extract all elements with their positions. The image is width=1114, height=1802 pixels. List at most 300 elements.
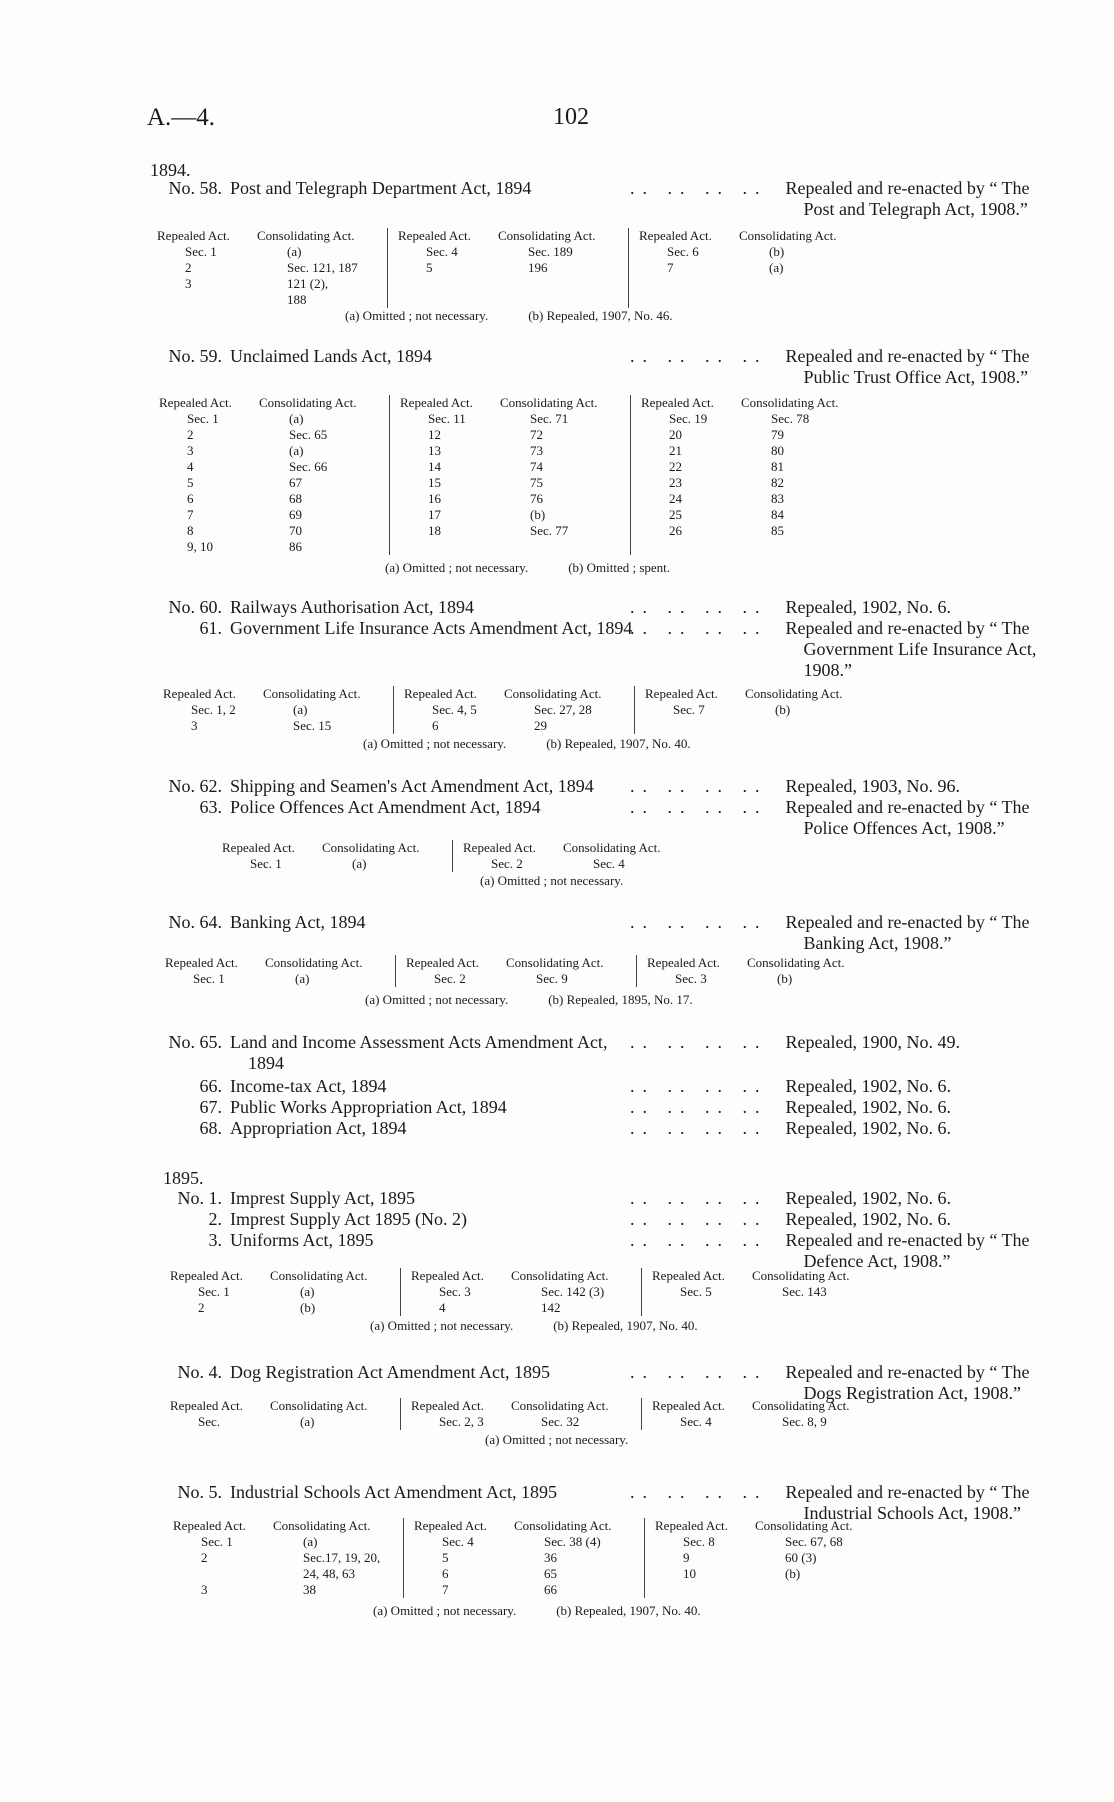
act-number: No. 4. (177, 1362, 222, 1382)
consolidating-section: Sec.17, 19, 20, (303, 1550, 381, 1565)
act-entry (150, 1118, 1030, 1139)
act-entry (150, 1209, 1030, 1230)
consolidating-section: 79 (771, 427, 784, 442)
consolidating-section: Sec. 78 (771, 411, 810, 426)
consolidating-section: 65 (544, 1566, 557, 1581)
repealed-section: Sec. 2, 3 (439, 1414, 484, 1429)
act-number: No. 59. (168, 346, 222, 366)
act-title: Imprest Supply Act 1895 (No. 2) (230, 1209, 467, 1229)
consolidating-section: 69 (289, 507, 302, 522)
act-row (150, 346, 1030, 388)
act-number: 66. (199, 1076, 222, 1096)
table-footnotes (373, 1603, 741, 1619)
leader-dots: .. .. .. .. (630, 346, 768, 366)
consolidating-section: Sec. 142 (3) (541, 1284, 605, 1299)
table-column-group (414, 1518, 645, 1598)
leader-dots: .. .. .. .. (630, 1032, 768, 1052)
repealed-act-header: Repealed Act. (170, 1268, 243, 1283)
act-row (150, 1076, 1030, 1097)
consolidating-act-column (498, 228, 618, 308)
table-footnotes (345, 308, 713, 324)
repealed-section: 6 (187, 491, 194, 506)
act-row (150, 618, 1037, 681)
consolidating-section: 82 (771, 475, 784, 490)
act-entry (150, 1230, 1030, 1272)
consolidating-section: Sec. 15 (293, 718, 332, 733)
act-title: Police Offences Act Amendment Act, 1894 (230, 797, 541, 817)
consolidating-section: Sec. 66 (289, 459, 328, 474)
repealed-act-header: Repealed Act. (641, 395, 714, 410)
repealed-act-column (647, 955, 747, 987)
table-column-group (647, 955, 877, 987)
repeal-status: Repealed and re-enacted by “ The Dogs Registration Act, 1908.” (776, 1362, 1076, 1404)
repeal-status: Repealed, 1902, No. 6. (785, 1209, 951, 1229)
footnote: (a) Omitted ; not necessary. (370, 1318, 514, 1333)
table-column-group (400, 395, 631, 555)
repealed-act-column (170, 1268, 270, 1316)
repealed-act-header: Repealed Act. (652, 1268, 725, 1283)
repealed-act-column (165, 955, 265, 987)
consolidating-section: (a) (352, 856, 367, 871)
repeal-status: Repealed, 1902, No. 6. (785, 597, 951, 617)
leader-dots: .. .. .. .. (630, 1076, 768, 1096)
footnote: (a) Omitted ; not necessary. (345, 308, 489, 323)
repealed-section: 6 (432, 718, 439, 733)
table-column-group (652, 1268, 882, 1316)
consolidating-section: Sec. 4 (593, 856, 625, 871)
repealed-section: 8 (187, 523, 194, 538)
act-number: No. 60. (168, 597, 222, 617)
repealed-act-column (652, 1398, 752, 1430)
act-number: 3. (208, 1230, 222, 1250)
section-table (163, 686, 885, 734)
repealed-section (173, 1566, 273, 1582)
consolidating-act-header: Consolidating Act. (514, 1518, 612, 1533)
consolidating-act-header: Consolidating Act. (752, 1398, 850, 1413)
repeal-status-continued: Post and Telegraph Act, 1908.” (803, 199, 1028, 219)
repealed-section (157, 292, 257, 308)
leader-dots: .. .. .. .. (630, 1118, 768, 1138)
act-number: No. 65. (168, 1032, 222, 1052)
repeal-status: Repealed, 1902, No. 6. (785, 1097, 951, 1117)
act-entry (150, 776, 1030, 797)
section-table (159, 395, 881, 555)
consolidating-section: 196 (528, 260, 548, 275)
repealed-act-column (404, 686, 504, 734)
leader-dots: .. .. .. .. (630, 178, 768, 198)
consolidating-section: (b) (777, 971, 793, 986)
act-title: Dog Registration Act Amendment Act, 1895 (230, 1362, 550, 1382)
consolidating-section: 72 (530, 427, 543, 442)
repealed-section: Sec. 2 (434, 971, 466, 986)
repealed-section: 3 (185, 276, 192, 291)
repealed-section: 14 (428, 459, 441, 474)
act-title: Banking Act, 1894 (230, 912, 366, 932)
repealed-section: 12 (428, 427, 441, 442)
consolidating-act-column (752, 1398, 872, 1430)
repealed-act-column (398, 228, 498, 308)
repealed-act-column (400, 395, 500, 555)
consolidating-act-column (263, 686, 383, 734)
repealed-act-header: Repealed Act. (406, 955, 479, 970)
consolidating-section: (a) (289, 411, 304, 426)
consolidating-act-header: Consolidating Act. (270, 1268, 368, 1283)
act-title: Shipping and Seamen's Act Amendment Act, 1894 (230, 776, 594, 796)
consolidating-section: (a) (287, 244, 302, 259)
repealed-section: 6 (442, 1566, 449, 1581)
table-footnotes (370, 1318, 738, 1334)
repealed-section: Sec. 4 (442, 1534, 474, 1549)
section-table (165, 955, 887, 987)
repealed-section: 3 (201, 1582, 208, 1597)
table-column-group (645, 686, 875, 734)
consolidating-section: (b) (530, 507, 546, 522)
repealed-section: 22 (669, 459, 682, 474)
consolidating-act-header: Consolidating Act. (322, 840, 420, 855)
consolidating-act-header: Consolidating Act. (752, 1268, 850, 1283)
repealed-act-column (406, 955, 506, 987)
consolidating-act-header: Consolidating Act. (755, 1518, 853, 1533)
repealed-act-header: Repealed Act. (170, 1398, 243, 1413)
repealed-act-header: Repealed Act. (222, 840, 295, 855)
consolidating-section: 188 (287, 292, 307, 307)
consolidating-section: Sec. 9 (536, 971, 568, 986)
repealed-section: Sec. 1 (193, 971, 225, 986)
consolidating-section: 36 (544, 1550, 557, 1565)
act-number: 2. (208, 1209, 222, 1229)
consolidating-act-column (322, 840, 442, 872)
repealed-section: Sec. 1 (185, 244, 217, 259)
consolidating-section: (a) (295, 971, 310, 986)
act-row (150, 1118, 1030, 1139)
consolidating-act-column (265, 955, 385, 987)
table-column-group (404, 686, 635, 734)
repealed-section: Sec. 1, 2 (191, 702, 236, 717)
repeal-status-continued: Dogs Registration Act, 1908.” (803, 1383, 1021, 1403)
consolidating-act-header: Consolidating Act. (498, 228, 596, 243)
table-footnotes (365, 992, 733, 1008)
consolidating-section: 60 (3) (785, 1550, 817, 1565)
act-row (150, 797, 1030, 839)
repealed-act-header: Repealed Act. (163, 686, 236, 701)
act-number: 63. (199, 797, 222, 817)
consolidating-section: 75 (530, 475, 543, 490)
table-column-group (652, 1398, 882, 1430)
consolidating-act-column (511, 1268, 631, 1316)
repealed-act-header: Repealed Act. (173, 1518, 246, 1533)
leader-dots: .. .. .. .. (630, 776, 768, 796)
consolidating-section: Sec. 67, 68 (785, 1534, 843, 1549)
table-footnotes (485, 1432, 668, 1448)
act-entry (150, 178, 1030, 220)
section-table (170, 1268, 892, 1316)
table-column-group (411, 1268, 642, 1316)
repealed-section: 2 (201, 1550, 208, 1565)
act-row (150, 1230, 1030, 1272)
repealed-section: Sec. 1 (198, 1284, 230, 1299)
repealed-act-column (645, 686, 745, 734)
consolidating-act-header: Consolidating Act. (745, 686, 843, 701)
act-number: No. 62. (168, 776, 222, 796)
consolidating-act-header: Consolidating Act. (739, 228, 837, 243)
consolidating-section: Sec. 32 (541, 1414, 580, 1429)
consolidating-act-column (745, 686, 865, 734)
repealed-section: Sec. 6 (667, 244, 699, 259)
repealed-section: 21 (669, 443, 682, 458)
consolidating-act-header: Consolidating Act. (506, 955, 604, 970)
leader-dots: .. .. .. .. (630, 912, 768, 932)
consolidating-section: Sec. 143 (782, 1284, 827, 1299)
consolidating-act-column (752, 1268, 872, 1316)
consolidating-act-column (504, 686, 624, 734)
repealed-section: 18 (428, 523, 441, 538)
page-number: 102 (553, 104, 589, 130)
act-row (150, 1209, 1030, 1230)
consolidating-section: 142 (541, 1300, 561, 1315)
repealed-act-header: Repealed Act. (165, 955, 238, 970)
table-column-group (159, 395, 390, 555)
repeal-status: Repealed and re-enacted by “ The Government Life Insurance Act, 1908.” (776, 618, 1076, 681)
act-entry (150, 1076, 1030, 1097)
leader-dots: .. .. .. .. (630, 797, 768, 817)
repeal-status: Repealed, 1903, No. 96. (785, 776, 960, 796)
repealed-act-column (414, 1518, 514, 1598)
repealed-section: 2 (185, 260, 192, 275)
repealed-section: Sec. (198, 1414, 221, 1429)
act-entry (150, 346, 1030, 388)
repealed-section: Sec. 5 (680, 1284, 712, 1299)
footnote: (a) Omitted ; not necessary. (385, 560, 529, 575)
footnote: (b) Repealed, 1895, No. 17. (548, 992, 693, 1007)
table-column-group (163, 686, 394, 734)
act-title: Government Life Insurance Acts Amendment Act, 1894 (230, 618, 633, 638)
repealed-act-header: Repealed Act. (159, 395, 232, 410)
repealed-act-header: Repealed Act. (411, 1398, 484, 1413)
consolidating-section: 76 (530, 491, 543, 506)
consolidating-section: 86 (289, 539, 302, 554)
consolidating-act-header: Consolidating Act. (563, 840, 661, 855)
section-table (173, 1518, 895, 1598)
table-column-group (398, 228, 629, 308)
repealed-section: 4 (187, 459, 194, 474)
table-column-group (173, 1518, 404, 1598)
table-column-group (411, 1398, 642, 1430)
repeal-status-continued: Industrial Schools Act, 1908.” (803, 1503, 1021, 1523)
repealed-section: Sec. 3 (675, 971, 707, 986)
table-column-group (222, 840, 453, 872)
repealed-section: 5 (426, 260, 433, 275)
repealed-act-column (655, 1518, 755, 1598)
act-title: Industrial Schools Act Amendment Act, 1895 (230, 1482, 557, 1502)
repealed-act-header: Repealed Act. (655, 1518, 728, 1533)
consolidating-section: Sec. 65 (289, 427, 328, 442)
consolidating-section: (b) (769, 244, 785, 259)
consolidating-act-header: Consolidating Act. (265, 955, 363, 970)
footnote: (b) Omitted ; spent. (568, 560, 671, 575)
repeal-status: Repealed, 1900, No. 49. (785, 1032, 960, 1052)
repealed-act-header: Repealed Act. (647, 955, 720, 970)
consolidating-section: Sec. 8, 9 (782, 1414, 827, 1429)
repealed-section: 9, 10 (187, 539, 213, 554)
act-row (150, 1188, 1030, 1209)
act-entry (150, 1097, 1030, 1118)
repealed-act-column (652, 1268, 752, 1316)
repealed-act-header: Repealed Act. (414, 1518, 487, 1533)
repealed-section: Sec. 7 (673, 702, 705, 717)
repealed-act-header: Repealed Act. (411, 1268, 484, 1283)
consolidating-section: 81 (771, 459, 784, 474)
section-table (222, 840, 703, 872)
table-footnotes (385, 560, 710, 576)
consolidating-section: 29 (534, 718, 547, 733)
act-number: 61. (199, 618, 222, 638)
consolidating-section: 68 (289, 491, 302, 506)
act-number: No. 5. (177, 1482, 222, 1502)
leader-dots: .. .. .. .. (630, 1097, 768, 1117)
footnote: (b) Repealed, 1907, No. 46. (528, 308, 673, 323)
repealed-section: 15 (428, 475, 441, 490)
table-column-group (170, 1268, 401, 1316)
consolidating-act-header: Consolidating Act. (747, 955, 845, 970)
table-column-group (157, 228, 388, 308)
repealed-act-column (163, 686, 263, 734)
repealed-section: Sec. 4 (426, 244, 458, 259)
act-row (150, 178, 1030, 220)
table-footnotes (480, 873, 663, 889)
repealed-section: Sec. 1 (187, 411, 219, 426)
repealed-section: Sec. 2 (491, 856, 523, 871)
table-column-group (165, 955, 396, 987)
consolidating-section: (a) (769, 260, 784, 275)
consolidating-section: 121 (2), (287, 276, 329, 291)
repeal-status-continued: Public Trust Office Act, 1908.” (803, 367, 1029, 387)
consolidating-section: (b) (785, 1566, 801, 1581)
consolidating-act-column (270, 1268, 390, 1316)
repealed-section: 25 (669, 507, 682, 522)
repealed-act-column (411, 1268, 511, 1316)
repealed-section: 10 (683, 1566, 696, 1581)
repealed-section: 3 (187, 443, 194, 458)
act-row (150, 912, 1030, 954)
consolidating-act-column (500, 395, 620, 555)
act-row (150, 776, 1030, 797)
repealed-act-column (411, 1398, 511, 1430)
act-entry (150, 1188, 1030, 1209)
act-title: Land and Income Assessment Acts Amendment Act, 1894 (230, 1032, 630, 1074)
repealed-section: Sec. 19 (669, 411, 708, 426)
act-title-continued: 1894 (248, 1053, 284, 1073)
footnote: (b) Repealed, 1907, No. 40. (546, 736, 691, 751)
act-title: Imprest Supply Act, 1895 (230, 1188, 415, 1208)
act-title: Public Works Appropriation Act, 1894 (230, 1097, 507, 1117)
consolidating-act-column (273, 1518, 393, 1598)
consolidating-section: 70 (289, 523, 302, 538)
leader-dots: .. .. .. .. (630, 597, 768, 617)
footnote: (a) Omitted ; not necessary. (363, 736, 507, 751)
consolidating-section: 67 (289, 475, 302, 490)
consolidating-section: Sec. 38 (4) (544, 1534, 601, 1549)
repealed-section: 7 (442, 1582, 449, 1597)
consolidating-section: Sec. 121, 187 (287, 260, 358, 275)
repealed-act-column (639, 228, 739, 308)
act-number: No. 64. (168, 912, 222, 932)
consolidating-section: 73 (530, 443, 543, 458)
act-title: Appropriation Act, 1894 (230, 1118, 407, 1138)
leader-dots: .. .. .. .. (630, 1209, 768, 1229)
consolidating-section: (a) (300, 1284, 315, 1299)
repealed-act-column (170, 1398, 270, 1430)
repealed-act-header: Repealed Act. (652, 1398, 725, 1413)
act-title: Uniforms Act, 1895 (230, 1230, 374, 1250)
repealed-section: Sec. 8 (683, 1534, 715, 1549)
repealed-section: 13 (428, 443, 441, 458)
table-column-group (406, 955, 637, 987)
year-heading: 1894. (150, 160, 191, 180)
page-reference: A.—4. (147, 104, 216, 131)
consolidating-section: Sec. 77 (530, 523, 569, 538)
consolidating-section: (b) (300, 1300, 316, 1315)
consolidating-act-column (747, 955, 867, 987)
repealed-act-header: Repealed Act. (645, 686, 718, 701)
act-entry (150, 912, 1030, 954)
consolidating-act-header: Consolidating Act. (263, 686, 361, 701)
consolidating-act-column (259, 395, 379, 555)
consolidating-section: 38 (303, 1582, 316, 1597)
repealed-act-header: Repealed Act. (400, 395, 473, 410)
repealed-act-column (157, 228, 257, 308)
act-number: No. 1. (177, 1188, 222, 1208)
act-row (150, 1097, 1030, 1118)
act-row (150, 597, 1030, 618)
leader-dots: .. .. .. .. (630, 1482, 768, 1502)
consolidating-act-column (739, 228, 859, 308)
repeal-status-continued: Government Life Insurance Act, (803, 639, 1037, 659)
consolidating-act-header: Consolidating Act. (273, 1518, 371, 1533)
section-table (170, 1398, 892, 1430)
repeal-status-continued: 1908.” (803, 660, 852, 680)
act-entry (150, 1032, 1030, 1074)
repealed-act-header: Repealed Act. (398, 228, 471, 243)
consolidating-act-column (506, 955, 626, 987)
repealed-section: 9 (683, 1550, 690, 1565)
consolidating-section: (a) (303, 1534, 318, 1549)
repeal-status: Repealed and re-enacted by “ The Industrial Schools Act, 1908.” (776, 1482, 1076, 1524)
consolidating-act-header: Consolidating Act. (257, 228, 355, 243)
repealed-section: Sec. 11 (428, 411, 466, 426)
repealed-section: Sec. 1 (250, 856, 282, 871)
act-row (150, 1032, 1030, 1074)
consolidating-act-header: Consolidating Act. (259, 395, 357, 410)
repealed-section: Sec. 1 (201, 1534, 233, 1549)
consolidating-act-column (257, 228, 377, 308)
repealed-act-header: Repealed Act. (157, 228, 230, 243)
repealed-section: 5 (442, 1550, 449, 1565)
consolidating-act-header: Consolidating Act. (270, 1398, 368, 1413)
repealed-section: 23 (669, 475, 682, 490)
repealed-section: 16 (428, 491, 441, 506)
table-footnotes (363, 736, 731, 752)
consolidating-section: Sec. 27, 28 (534, 702, 592, 717)
consolidating-section: (a) (293, 702, 308, 717)
leader-dots: .. .. .. .. (630, 618, 768, 638)
act-title: Railways Authorisation Act, 1894 (230, 597, 474, 617)
repealed-section: 2 (198, 1300, 205, 1315)
repeal-status: Repealed and re-enacted by “ The Defence Act, 1908.” (776, 1230, 1076, 1272)
consolidating-section: 24, 48, 63 (303, 1566, 355, 1581)
consolidating-act-header: Consolidating Act. (500, 395, 598, 410)
repealed-section: 4 (439, 1300, 446, 1315)
repealed-act-column (463, 840, 563, 872)
